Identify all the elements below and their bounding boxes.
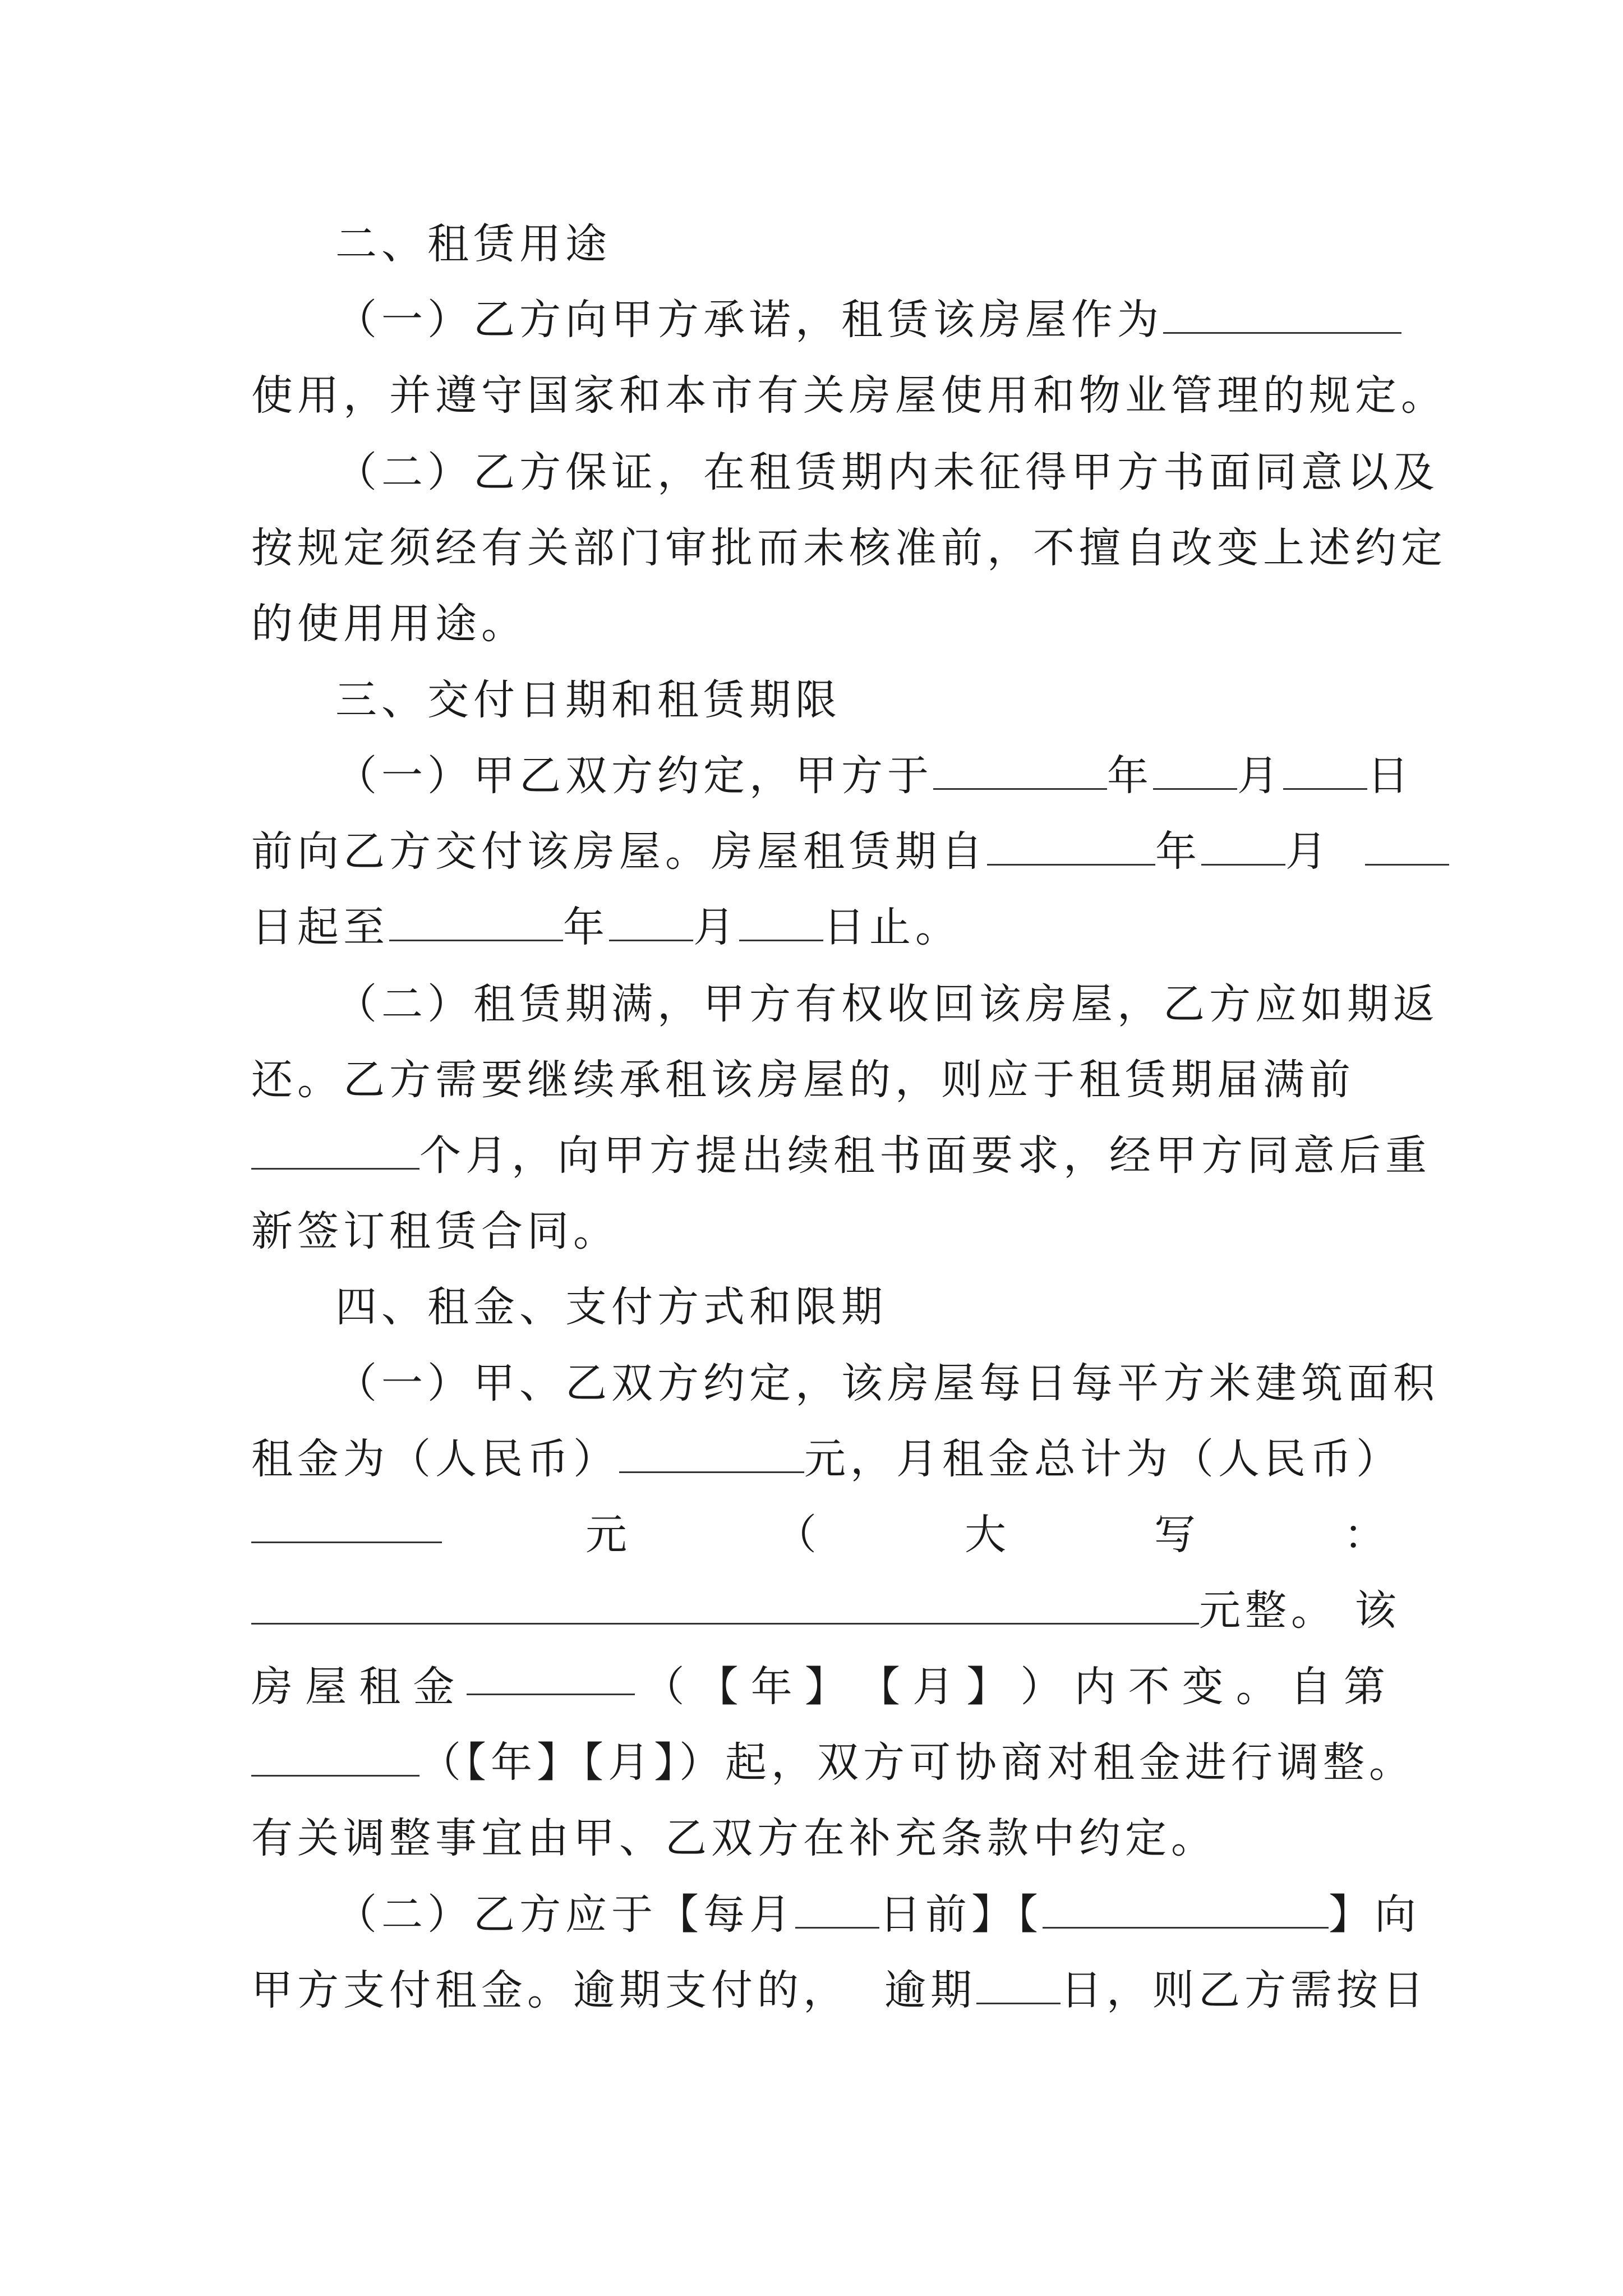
paragraph-line: 按规定须经有关部门审批而未核准前，不擅自改变上述约定 [251,524,1447,572]
blank-field[interactable] [1365,829,1449,866]
blank-field[interactable] [619,1437,804,1473]
blank-field[interactable] [1163,297,1401,334]
paragraph-line: （一）甲乙双方约定，甲方于 年 月 日 [335,752,1413,800]
paragraph-line: 元 （ 大 写 ： [251,1507,1390,1563]
blank-field[interactable] [389,905,563,941]
blank-field[interactable] [251,1740,419,1777]
paragraph-line: 前向乙方交付该房屋。房屋租赁期自 年 月 [251,823,1390,880]
paragraph-line: 房 屋 租 金 （ 【 年 】 【 月 】 ） 内 不 变 。 自 第 [251,1659,1390,1715]
paragraph-line: 租金为（人民币） 元，月租金总计为（人民币） [251,1435,1402,1483]
paragraph-line: （二）租赁期满，甲方有权收回该房屋，乙方应如期返 [335,980,1439,1028]
paragraph-line: 个月，向甲方提出续租书面要求，经甲方同意后重 [251,1128,1390,1184]
section-heading: 二、租赁用途 [335,220,611,268]
blank-field[interactable] [1153,753,1237,790]
paragraph-line: 日起至 年 月 日止。 [251,903,961,951]
blank-field[interactable] [1201,829,1285,866]
paragraph-line: （一）甲、乙双方约定，该房屋每日每平方米建筑面积 [335,1359,1439,1407]
blank-field[interactable] [251,1133,419,1170]
blank-field[interactable] [976,1968,1061,2004]
blank-field[interactable] [795,1892,879,1929]
blank-field[interactable] [739,905,823,941]
paragraph-line: 使用，并遵守国家和本市有关房屋使用和物业管理的规定。 [251,371,1447,420]
blank-field[interactable] [987,829,1155,866]
blank-field[interactable] [1043,1892,1329,1929]
blank-field[interactable] [1283,753,1367,790]
paragraph-line: 新签订租赁合同。 [251,1207,619,1255]
blank-field[interactable] [467,1659,635,1695]
paragraph-line: 甲方支付租金。逾期支付的， 逾期 日，则乙方需按日 [251,1966,1429,2014]
blank-field[interactable] [251,1507,442,1543]
paragraph-line: 的使用用途。 [251,600,527,648]
paragraph-line: （【年】【月】）起，双方可协商对租金进行调整。 [251,1734,1390,1791]
section-heading: 三、交付日期和租赁期限 [335,676,841,724]
paragraph-line: 还。乙方需要继续承租该房屋的，则应于租赁期届满前 [251,1056,1355,1104]
paragraph-line: 元整。 该 [251,1582,1390,1639]
blank-field[interactable] [609,905,693,941]
blank-field[interactable] [933,753,1107,790]
paragraph-line: （二）乙方保证，在租赁期内未征得甲方书面同意以及 [335,448,1439,496]
paragraph-line: （二）乙方应于【每月 日前】【 】向 [335,1890,1421,1939]
section-heading: 四、租金、支付方式和限期 [335,1283,887,1331]
blank-field[interactable] [251,1588,1199,1625]
paragraph-line: （一）乙方向甲方承诺，租赁该房屋作为 [335,292,1390,348]
paragraph-line: 有关调整事宜由甲、乙双方在补充条款中约定。 [251,1814,1217,1862]
